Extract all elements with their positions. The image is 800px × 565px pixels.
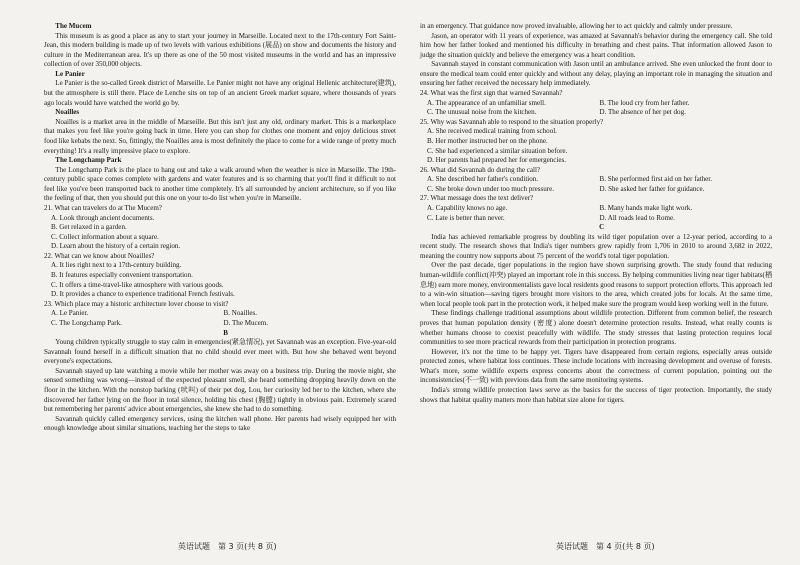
paragraph-b2: Savannah stayed up late watching a movie while her mother was away on a business trip. During the movie night, she sensed something was wrong—instead of the expected pleasant smell, she heard something dropping heavily down on the floor in the kitchen. With the nonstop barking (吠叫) of their pet dog, Lou, her curiosity led her to the kitchen, where she discovered her father lying on the floor in total silence, holding his chest (胸膛) tightly in obvious pain. Extremely scared but remembering her parents' advice about emergencies, she knew she had to do something. [44, 366, 396, 414]
q26-option-d: D. She asked her father for guidance. [599, 184, 705, 193]
paragraph-longchamp-park: The Longchamp Park is the place to hang out and take a walk around when the weather is nice in Marseille. The 19th-century public space comes complete with gardens and water features and is so charming that you'll find it difficult to not feel like you've been transported back to another time completely. It's all surrounded by ancient architecture, so if you like the feeling of that, then you should put this one on your to-do list when you're in Marseille. [44, 165, 396, 203]
section-c-heading: C [599, 223, 605, 232]
question-26: 26. What did Savannah do during the call? [420, 165, 541, 174]
paragraph-noailles: Noailles is a market area in the middle of Marseille. But this isn't just any old, ordinary market. This is a marketplace that makes you feel like you're going back in time. Here you can shop for clothes one moment and enjoy delicious street food like kebabs the next. So, fittingly, the Noailles area is most definitely the place to come for a wide range of pretty much everything! It's a really impressive place to explore. [44, 117, 396, 155]
paragraph-c2: Over the past decade, tiger populations in the region have shown surprising growth. The study found that reducing human-wildlife conflict(冲突) played an important role in this success. By helping communities living near tiger habitats(栖息地) earn more money, environmentalists gave local residents good reasons to support protection efforts. This approach led to a win-win situation—saving tigers brought more visitors to the area, which created jobs for locals. At the same time, when local people took part in the protection work, it helped make sure the program would keep working well in the future. [420, 261, 772, 308]
heading-mucem: The Mucem [55, 22, 92, 30]
paragraph-le-panier: Le Panier is the so-called Greek district of Marseille. Le Panier might not have any original Hellenic architecture(建筑), but the atmosphere is still there. Place de Lenche sits on top of an ancient Greek market square, where thousands of years ago locals would have watched the world go by. [44, 79, 396, 107]
paragraph-c3: These findings challenge traditional assumptions about wildlife protection. Different from common belief, the research proves that human population density (密度) alone doesn't determine protection results. Instead, what really counts is whether humans choose to coexist peacefully with wildlife. The study stresses that lasting protection requires local communities to see more practical rewards from their participation in protection programs. [420, 309, 772, 347]
q24-options-row-1 [420, 99, 772, 109]
q25-option-c: C. She had experienced a similar situation before. [427, 146, 568, 155]
question-27: 27. What message does the text deliver? [420, 194, 534, 203]
q23-option-c: C. The Longchamp Park. [51, 318, 122, 327]
paragraph-b3-continued: in an emergency. That guidance now proved invaluable, allowing her to act quickly and calmly under pressure. [420, 22, 733, 30]
q25-option-b: B. Her mother instructed her on the phone. [427, 136, 548, 145]
q21-option-c: C. Collect information about a square. [51, 232, 159, 241]
paragraph-b1: Young children typically struggle to stay calm in emergencies(紧急情况), yet Savannah was an exception. Five-year-old Savannah found herself in a difficult situation that no child should ever meet with. But how she behaved went beyond everyone's expectations. [44, 338, 396, 366]
heading-noailles: Noailles [55, 108, 80, 117]
paragraph-c4: However, it's not the time to be happy yet. Tigers have disappeared from certain regions, especially areas outside protected zones, where habitat loss continues. These include locations with increasing development and overuse of forests. What's more, some wildlife experts express concerns about the correctness of current population, pointing out the inconsistencies(不一致) with previous data from the same monitoring systems. [420, 347, 772, 385]
q22-option-b: B. It features especially convenient transportation. [51, 271, 193, 280]
q27-options-row-2 [420, 214, 772, 224]
q26-option-c: C. She broke down under too much pressure. [427, 184, 555, 193]
q21-option-b: B. Get relaxed in a garden. [51, 223, 127, 232]
paragraph-b3: Savannah quickly called emergency services, using the kitchen wall phone. Her parents had wisely equipped her with enough knowledge about similar situations, teaching her the steps to take [44, 414, 396, 433]
paragraph-mucem: This museum is as good a place as any to start your journey in Marseille. Located next to the 17th-century Fort Saint-Jean, this modern building is made up of two levels with various exhibitions (展品) on show and documents the history and culture in the Mediterranean area. It's up there as one of the 50 most visited museums in the world and has an impressive collection of over 350,000 objects. [44, 31, 396, 69]
heading-le-panier: Le Panier [55, 69, 85, 78]
q26-options-row-1 [420, 175, 772, 185]
question-24: 24. What was the first sign that warned Savannah? [420, 89, 563, 98]
q27-option-a: A. Capability knows no age. [427, 203, 508, 212]
q24-option-a: A. The appearance of an unfamiliar smell. [427, 98, 546, 107]
question-25: 25. Why was Savannah able to respond to the situation properly? [420, 117, 604, 126]
right-column [420, 22, 772, 405]
q26-options-row-2 [420, 185, 772, 195]
page-footer-4: 英语试题 第 4 页(共 8 页) [556, 542, 655, 551]
q27-option-c: C. Late is better than never. [427, 213, 505, 222]
q25-option-d: D. Her parents had prepared her for emergencies. [427, 156, 566, 165]
paragraph-c5: India's strong wildlife protection laws serve as the basics for the success of tiger protection. Importantly, the study shows that habitat quality matters more than habitat size alone for tigers. [420, 385, 772, 404]
q24-option-d: D. The absence of her pet dog. [599, 108, 686, 117]
question-23: 23. Which place may a historic architecture lover choose to visit? [44, 299, 229, 308]
q27-option-b: B. Many hands make light work. [599, 203, 693, 212]
paragraph-b4: Jason, an operator with 11 years of experience, was amazed at Savannah's behavior during the emergency call. She told him how her father looked and mentioned his difficulty in breathing and chest pains. That information allowed Jason to judge the situation quickly and believe the emergency was a heart condition. [420, 31, 772, 59]
q21-option-a: A. Look through ancient documents. [51, 213, 155, 222]
q24-option-b: B. The loud cry from her father. [599, 98, 690, 107]
q21-option-d: D. Learn about the history of a certain region. [51, 242, 181, 251]
q27-option-d: D. All roads lead to Rome. [599, 213, 675, 222]
q23-option-a: A. Le Panier. [51, 309, 89, 318]
page-footer-3: 英语试题 第 3 页(共 8 页) [178, 542, 277, 551]
q22-option-a: A. It lies right next to a 17th-century building. [51, 261, 182, 270]
q22-option-d: D. It provides a chance to experience traditional French festivals. [51, 290, 235, 299]
paragraph-c1: India has achieved remarkable progress by doubling its wild tiger population over a 12-year period, according to a recent study. The research shows that India's tiger numbers grew rapidly from 1,706 in 2010 to around 3,682 in 2022, meaning the country now supports about 75 percent of the world's total tiger population. [420, 232, 772, 260]
q23-option-b: B. Noailles. [223, 309, 257, 318]
section-b-heading: B [223, 328, 228, 337]
q25-option-a: A. She received medical training from school. [427, 127, 557, 136]
paragraph-b5: Savannah stayed in constant communication with Jason until an ambulance arrived. She even unlocked the front door to ensure the medical team could enter quickly and without any delay, playing an important role in managing the situation and ensuring her father received the necessary help immediately. [420, 60, 772, 88]
q26-option-a: A. She described her father's condition. [427, 175, 539, 184]
q24-option-c: C. The unusual noise from the kitchen. [427, 108, 537, 117]
q26-option-b: B. She performed first aid on her father. [599, 175, 713, 184]
question-21: 21. What can travelers do at The Mucem? [44, 203, 162, 212]
q23-options-row-2 [44, 319, 396, 329]
q22-option-c: C. It offers a time-travel-like atmosphere with various goods. [51, 280, 224, 289]
q23-options-row-1 [44, 309, 396, 319]
q23-option-d: D. The Mucem. [223, 318, 268, 327]
q27-options-row-1 [420, 204, 772, 214]
heading-longchamp-park: The Longchamp Park [55, 156, 122, 165]
left-column [44, 22, 396, 434]
question-22: 22. What can we know about Noailles? [44, 251, 155, 260]
q24-options-row-2 [420, 108, 772, 118]
